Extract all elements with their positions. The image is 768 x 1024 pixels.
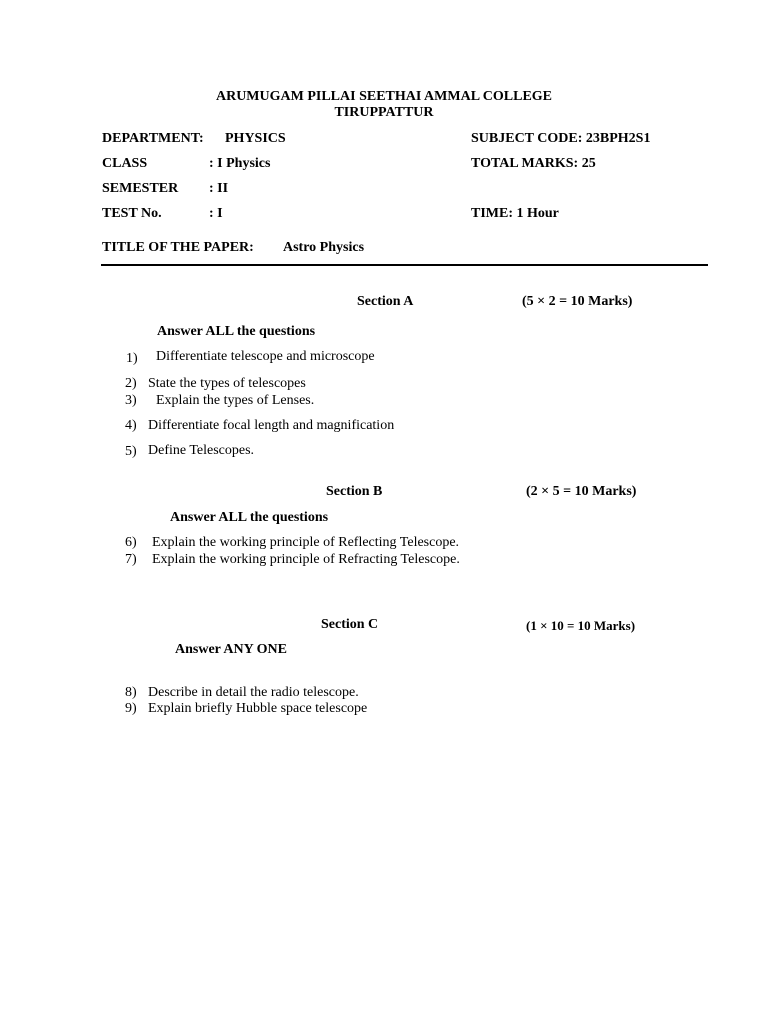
question-text: Describe in detail the radio telescope. [148,685,359,700]
question-number: 4) [125,418,137,433]
semester-label: SEMESTER [102,181,179,196]
total-marks: TOTAL MARKS: 25 [471,156,596,171]
question-number: 6) [125,535,137,550]
question-text: Explain the working principle of Refracting Telescope. [152,552,460,567]
question-text: State the types of telescopes [148,376,306,391]
class-label: CLASS [102,156,148,171]
question-text: Define Telescopes. [148,443,255,458]
question-text: Differentiate focal length and magnification [148,418,395,433]
time: TIME: 1 Hour [471,206,559,221]
question-number: 3) [125,393,137,408]
department-value: PHYSICS [225,131,286,146]
department-label: DEPARTMENT: [102,131,204,146]
class-value: : I Physics [209,156,271,171]
question-number: 5) [125,444,137,459]
college-city: TIRUPPATTUR [334,105,434,120]
question-number: 1) [126,351,138,366]
question-number: 7) [125,552,137,567]
question-text: Differentiate telescope and microscope [156,349,375,364]
test-label: TEST No. [102,206,162,221]
question-text: Explain the working principle of Reflecting Telescope. [152,535,460,550]
test-value: : I [209,206,223,221]
semester-value: : II [209,181,229,196]
section-a-title: Section A [357,294,414,309]
section-a-marks: (5 × 2 = 10 Marks) [522,294,633,309]
college-name: ARUMUGAM PILLAI SEETHAI AMMAL COLLEGE [215,89,553,104]
section-b-instruction: Answer ALL the questions [170,510,329,525]
subject-code: SUBJECT CODE: 23BPH2S1 [471,131,651,146]
section-c-instruction: Answer ANY ONE [175,642,288,657]
question-number: 2) [125,376,137,391]
section-c-title: Section C [321,617,379,632]
question-text: Explain the types of Lenses. [156,393,315,408]
section-a-instruction: Answer ALL the questions [157,324,316,339]
question-number: 8) [125,685,137,700]
paper-title-value: Astro Physics [283,240,365,255]
header-divider [101,264,708,266]
section-b-title: Section B [326,484,383,499]
section-c-marks: (1 × 10 = 10 Marks) [526,618,636,633]
section-b-marks: (2 × 5 = 10 Marks) [526,484,637,499]
question-text: Explain briefly Hubble space telescope [148,701,368,716]
paper-title-label: TITLE OF THE PAPER: [102,240,254,255]
question-number: 9) [125,701,137,716]
